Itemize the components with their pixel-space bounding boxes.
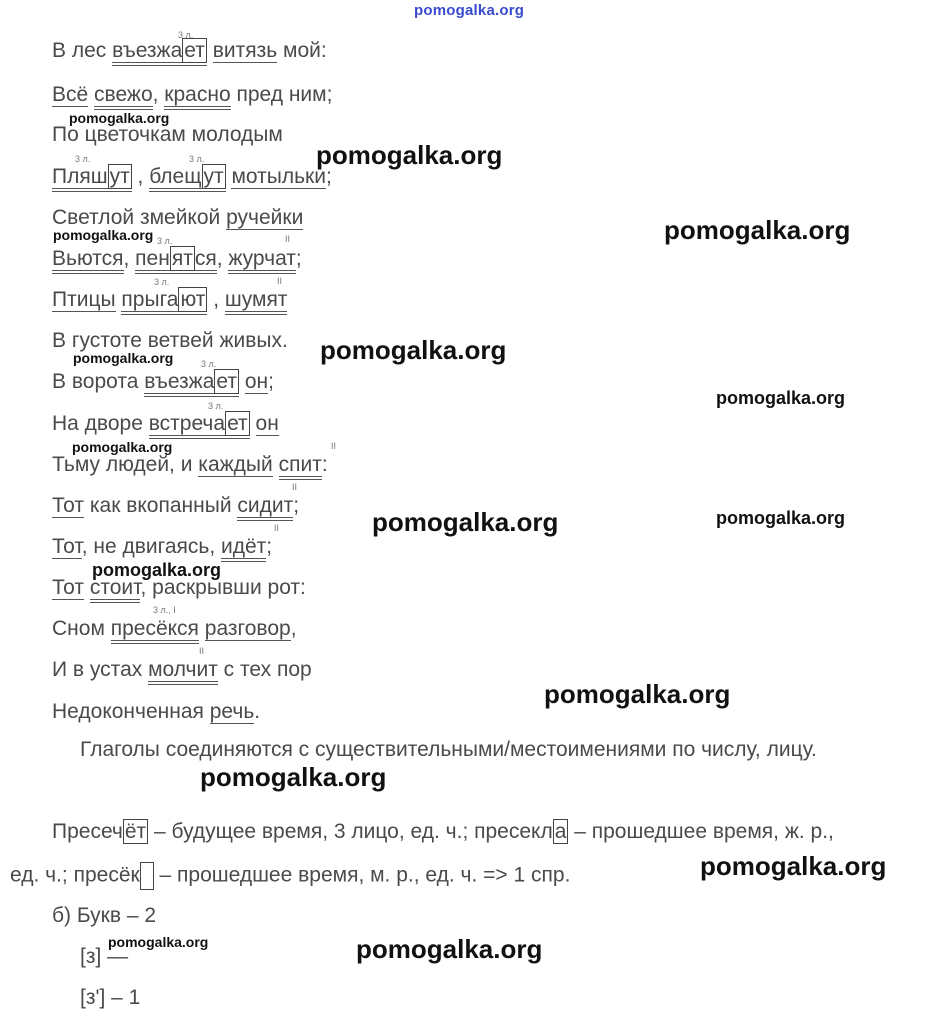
watermark: pomogalka.org (544, 679, 731, 709)
watermark: pomogalka.org (108, 934, 209, 950)
text: На дворе (52, 412, 149, 435)
person-note: 3 л. (201, 359, 217, 369)
ending: ят (171, 247, 193, 270)
subject: мотыльки (231, 165, 326, 188)
person-note: 3 л. (189, 154, 205, 164)
text: как вкопанный (84, 494, 238, 517)
suffix: ся (194, 247, 217, 270)
watermark: pomogalka.org (700, 851, 887, 881)
poem-line-15 (52, 616, 297, 642)
watermark: pomogalka.org (53, 227, 154, 243)
text: ед. ч.; пресёк (10, 863, 140, 887)
stem: встреча (148, 412, 226, 435)
subject: каждый (198, 453, 273, 476)
watermark: pomogalka.org (200, 762, 387, 792)
predicate (52, 165, 132, 192)
conjugation-mark-2: II (292, 482, 298, 492)
text: – прошедшее время, ж. р., (568, 820, 834, 843)
stem: прыга (121, 288, 179, 311)
text: Тьму людей, и (52, 453, 199, 476)
ending: ут (203, 165, 224, 188)
text: ; (266, 535, 273, 558)
text: В лес (52, 39, 113, 62)
text: Сном (52, 617, 111, 640)
text: с тех пор (217, 658, 312, 681)
poem-line-9 (52, 369, 274, 395)
watermark: pomogalka.org (716, 508, 846, 528)
stem: въезжа (112, 39, 183, 62)
stem: пен (135, 247, 170, 270)
text: , (131, 165, 150, 188)
watermark: pomogalka.org (372, 507, 559, 537)
text: , (152, 83, 165, 106)
poem-line-12 (52, 493, 299, 519)
text: – прошедшее время, м. р., ед. ч. => 1 спр. (153, 863, 571, 887)
subject: Тот (52, 576, 85, 599)
text: ; (293, 494, 300, 517)
watermark: pomogalka.org (664, 215, 851, 245)
conjugation-mark-2: II (285, 234, 291, 244)
space (199, 617, 205, 640)
ending: ёт (124, 820, 147, 843)
predicate: молчит (148, 658, 218, 685)
ending: ют (180, 288, 206, 311)
poem-line-13 (52, 534, 272, 560)
predicate: спит (279, 453, 322, 480)
watermark: pomogalka.org (716, 388, 846, 408)
stem: въезжа (144, 370, 215, 393)
subject: Тот (52, 494, 85, 517)
text: Недоконченная (52, 700, 210, 723)
letters-z1: [з] — (80, 945, 129, 968)
poem-line-17 (52, 699, 260, 725)
predicate: стоит (90, 576, 141, 603)
subject: разговор (204, 617, 291, 640)
subject: он (244, 370, 269, 393)
ending: ут (109, 165, 130, 188)
stem: блещ (149, 165, 202, 188)
person-note: 3 л. (75, 154, 91, 164)
predicate (121, 288, 207, 315)
space (250, 412, 256, 435)
ending: а (554, 820, 567, 843)
text: , (207, 288, 225, 311)
text: По цветочкам молодым (52, 123, 283, 146)
watermark: pomogalka.org (320, 335, 507, 365)
ending: ет (227, 412, 248, 435)
letters-z2: [з'] – 1 (80, 986, 141, 1009)
text: , не двигаясь, (81, 535, 221, 558)
predicate (112, 39, 207, 66)
stem: Пляш (52, 165, 108, 188)
poem-line-10 (52, 411, 279, 437)
text: , (123, 247, 136, 270)
space (273, 453, 279, 476)
text: В густоте ветвей живых. (52, 329, 288, 352)
text: Пресеч (52, 820, 123, 843)
analysis-line-1 (52, 820, 834, 844)
text: ; (295, 247, 302, 270)
letters-title: б) Букв – 2 (52, 904, 157, 927)
conjugation-mark-2: II (274, 523, 280, 533)
text: – будущее время, 3 лицо, ед. ч.; пресекл (148, 820, 553, 843)
predicate: шумят (225, 288, 288, 315)
predicate: Вьются (52, 247, 124, 274)
person-note: 3 л., I (153, 605, 176, 615)
conjugation-mark-2: II (331, 441, 337, 451)
watermark: pomogalka.org (316, 140, 503, 170)
predicate: идёт (221, 535, 266, 562)
subject: Птицы (52, 288, 116, 311)
watermark: pomogalka.org (356, 934, 543, 964)
text: мой: (277, 39, 327, 62)
text: пред ним; (230, 83, 333, 106)
space (84, 576, 90, 599)
text: , (216, 247, 229, 270)
analysis-line-2 (10, 862, 570, 890)
poem-line-2 (52, 82, 332, 108)
person-note: 3 л. (208, 401, 224, 411)
predicate (149, 165, 225, 192)
text: : (321, 453, 328, 476)
conclusion-text: Глаголы соединяются с существительными/местоимениями по числу, лицу. (80, 738, 817, 761)
poem-line-16 (52, 657, 312, 683)
poem-line-4 (52, 164, 332, 190)
predicate: пресёкся (111, 617, 199, 644)
text: Светлой змейкой (52, 206, 227, 229)
watermark: pomogalka.org (72, 439, 173, 455)
space (239, 370, 245, 393)
subject: речь (209, 700, 255, 723)
person-note: 3 л. (154, 277, 170, 287)
text: И в устах (52, 658, 149, 681)
poem-line-11 (52, 452, 328, 478)
predicate: журчат (228, 247, 296, 274)
watermark: pomogalka.org (69, 110, 170, 126)
predicate: свежо (94, 83, 153, 110)
watermark: pomogalka.org (73, 350, 174, 366)
poem-line-6 (52, 246, 302, 272)
space (207, 39, 213, 62)
text: ; (268, 370, 274, 393)
conjugation-mark-2: II (199, 646, 205, 656)
subject: Тот (52, 535, 82, 558)
watermark: pomogalka.org (92, 560, 222, 580)
text: , раскрывши рот: (140, 576, 306, 599)
text: , (290, 617, 297, 640)
subject: он (255, 412, 279, 435)
zero-ending-box (140, 862, 154, 890)
text: ; (325, 165, 332, 188)
predicate (144, 370, 239, 397)
predicate (135, 247, 217, 274)
conjugation-mark-2: II (277, 276, 283, 286)
subject: Всё (52, 83, 89, 106)
predicate: сидит (237, 494, 293, 521)
ending: ет (184, 39, 205, 62)
watermark-top: pomogalka.org (414, 2, 525, 19)
ending: ет (216, 370, 238, 393)
subject: витязь (212, 39, 278, 62)
subject: ручейки (226, 206, 304, 229)
predicate: красно (164, 83, 230, 110)
text: В ворота (52, 370, 145, 393)
person-note: 3 л. (157, 236, 173, 246)
predicate (149, 412, 250, 439)
text: . (254, 700, 261, 723)
poem-line-7 (52, 287, 287, 313)
person-note: 3 л. (178, 30, 194, 40)
poem-line-1 (52, 38, 327, 64)
